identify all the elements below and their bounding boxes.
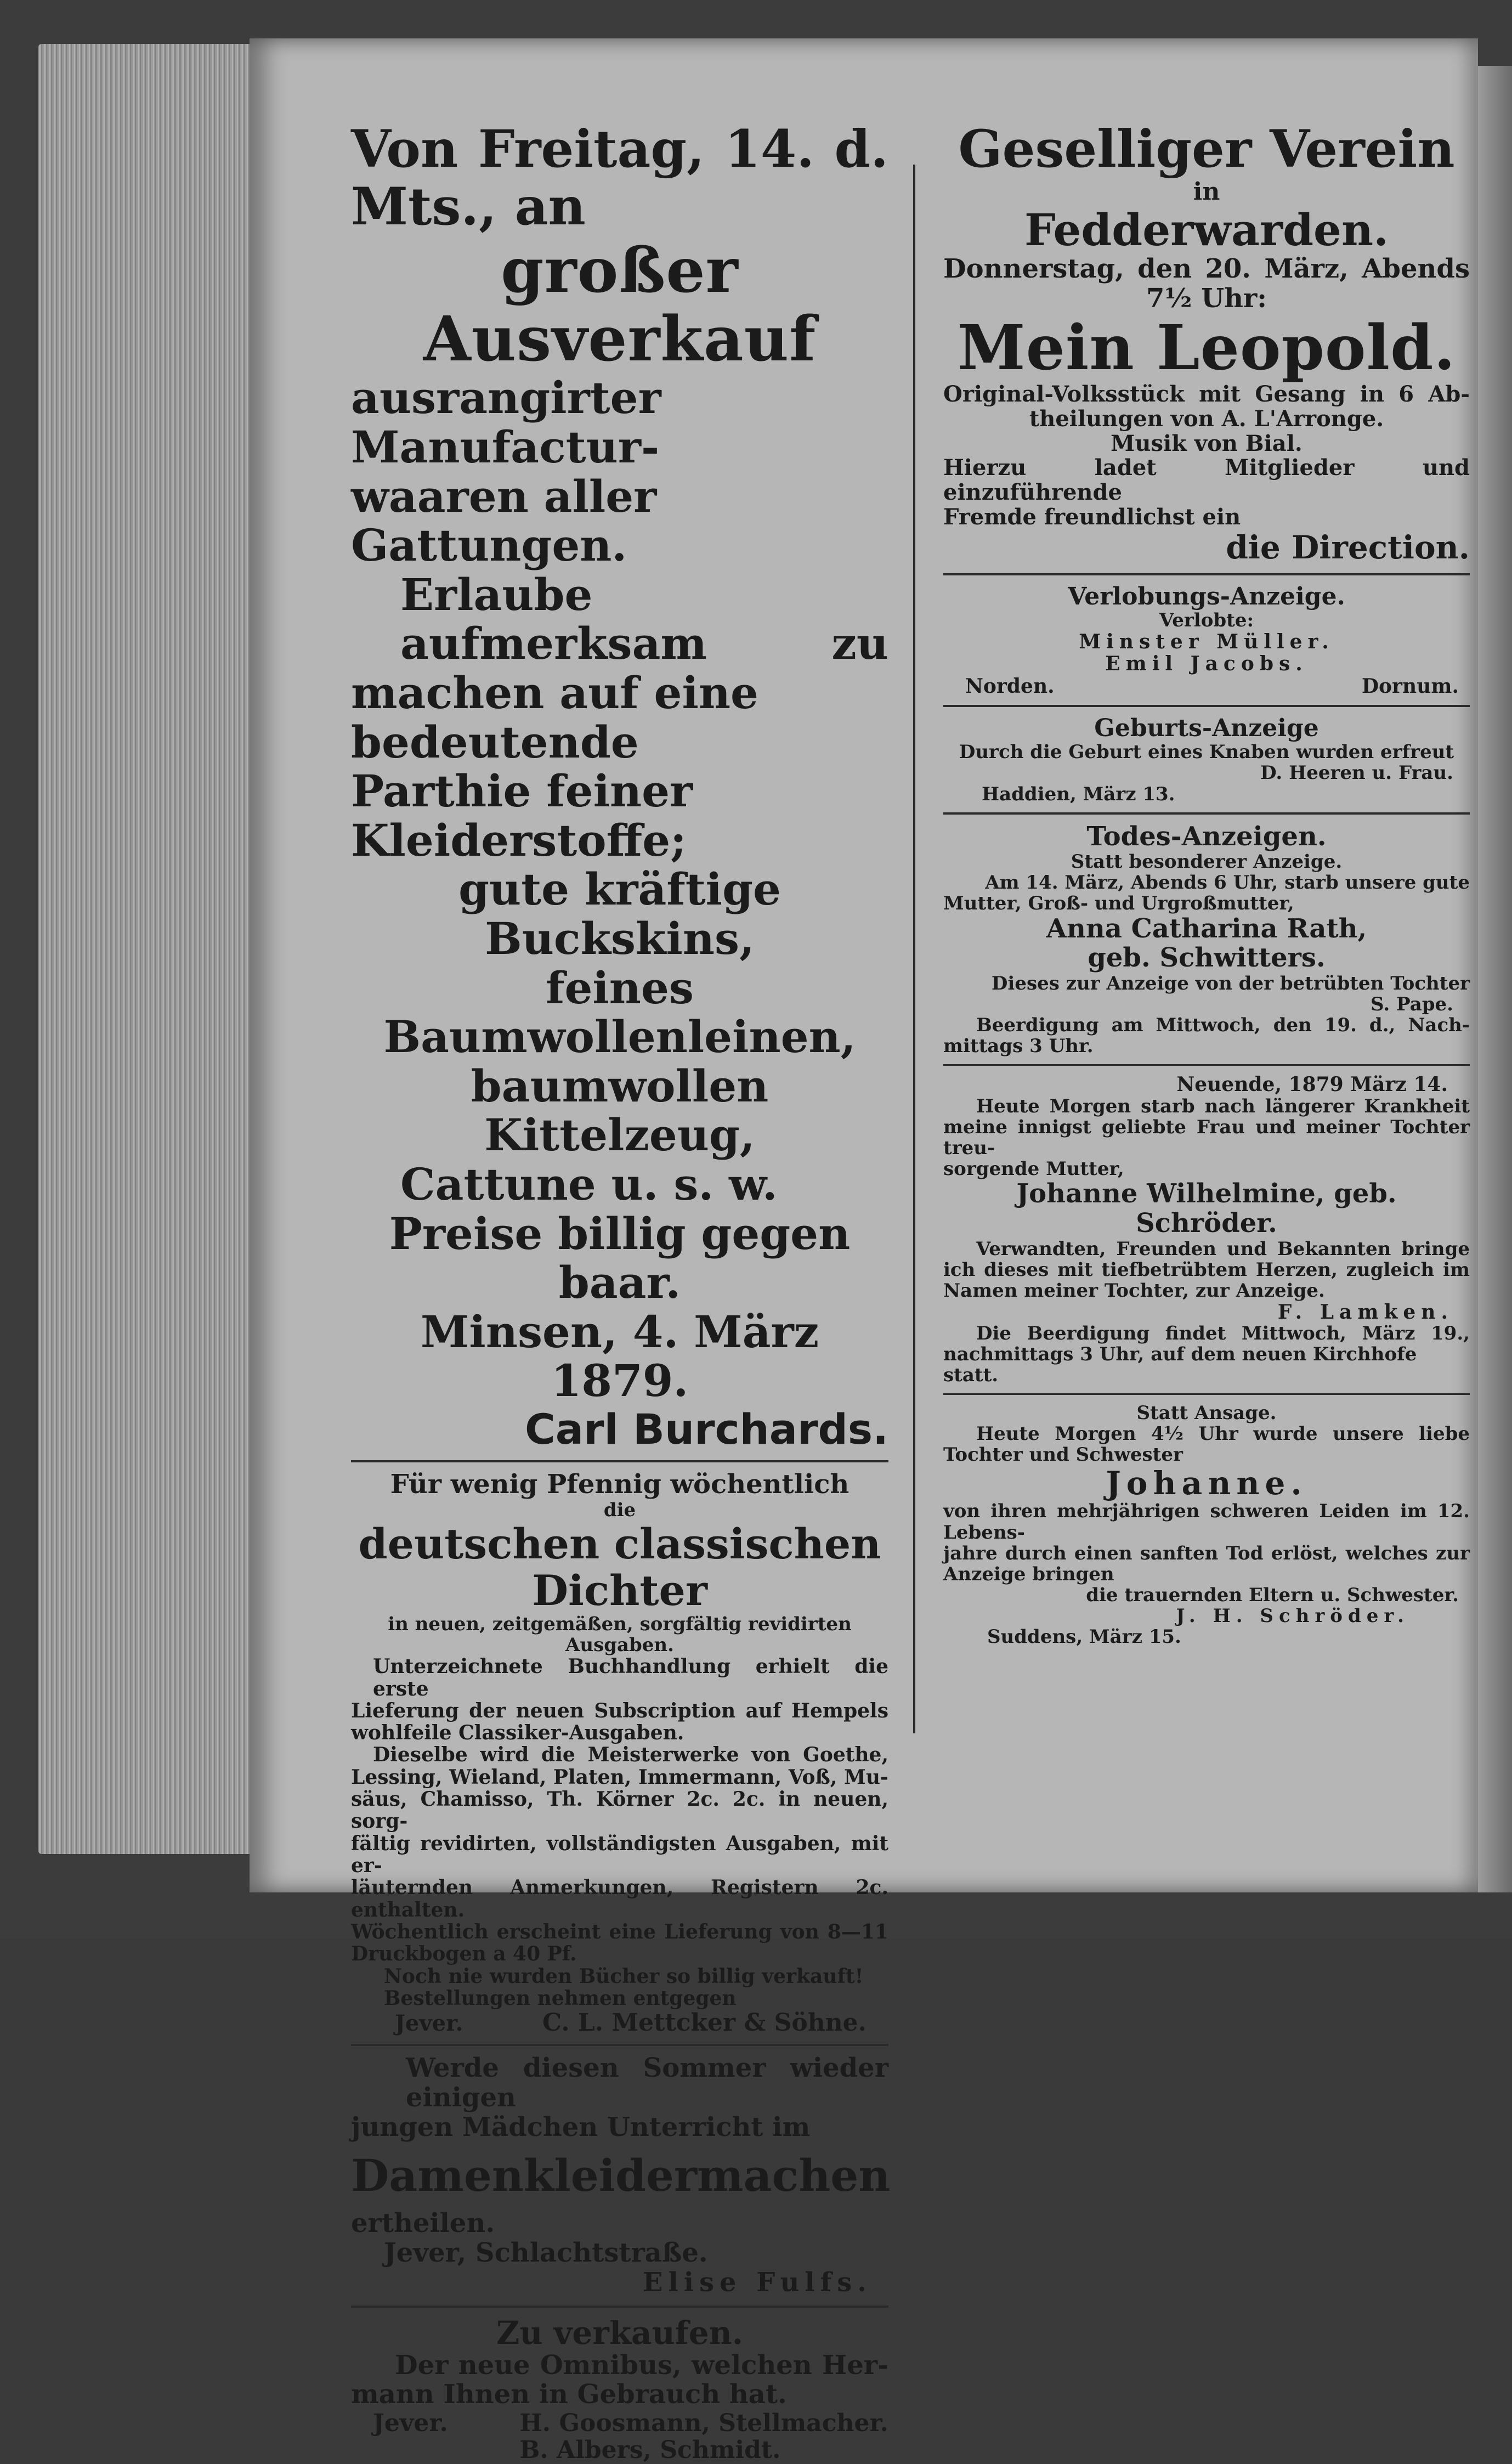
ad-line: Dieselbe wird die Meisterwerke von Goethe,: [373, 1743, 888, 1767]
ad-line: Namen meiner Tochter, zur Anzeige.: [943, 1279, 1325, 1302]
ad-line: Erlaube aufmerksam zu: [400, 568, 888, 670]
ad-signature: Elise Fulfs.: [642, 2267, 872, 2298]
ad-line: Unterzeichnete Buchhandlung erhielt die erste: [373, 1655, 888, 1700]
ad-line: ertheilen.: [351, 2208, 495, 2239]
ad-line: gute kräftige Buckskins,: [458, 863, 781, 964]
ad-line: Druckbogen a 40 Pf.: [351, 1942, 577, 1966]
ad-line: mittags 3 Uhr.: [943, 1035, 1094, 1058]
ad-line: Hierzu ladet Mitglieder und einzuführende: [943, 455, 1470, 506]
ad-line: in: [1193, 178, 1220, 206]
rule: [943, 705, 1470, 707]
ad-line: Original-Volksstück mit Gesang in 6 Ab-: [943, 381, 1470, 408]
right-column: [943, 121, 1470, 1647]
ad-line: Statt besonderer Anzeige.: [1071, 851, 1343, 873]
ad-line: von ihren mehrjährigen schweren Leiden im 12. Lebens-: [943, 1500, 1470, 1544]
ad-headline: Zu verkaufen.: [496, 2314, 743, 2352]
ad-name: Emil Jacobs.: [1105, 652, 1308, 676]
ad-line: Donnerstag, den 20. März, Abends: [943, 253, 1470, 285]
rule: [351, 2305, 888, 2308]
ad-line: Verwandten, Freunden und Bekannten bringe: [976, 1237, 1470, 1260]
ad-ausverkauf: [351, 121, 888, 1453]
ad-name: Anna Catharina Rath,: [1046, 913, 1367, 944]
ad-line: Werde diesen Sommer wieder einigen: [406, 2053, 888, 2113]
ad-place: Norden.: [965, 674, 1055, 698]
ad-name: geb. Schwitters.: [1088, 942, 1326, 974]
ad-line: in neuen, zeitgemäßen, sorgfältig revidirten Ausgaben.: [388, 1613, 852, 1657]
ad-verlobung: [943, 583, 1470, 697]
ad-signature: die Direction.: [1226, 528, 1470, 566]
ad-line: Lessing, Wieland, Platen, Immermann, Voß, Mu-: [351, 1765, 888, 1789]
ad-line: Wöchentlich erscheint eine Lieferung von 8—11: [351, 1920, 888, 1943]
rule: [943, 1393, 1470, 1395]
ad-line: Tochter und Schwester: [943, 1444, 1183, 1466]
ad-line: mann Ihnen in Gebrauch hat.: [351, 2379, 787, 2410]
ad-line: jungen Mädchen Unterricht im: [351, 2111, 811, 2143]
ad-name: Johanne.: [1106, 1464, 1307, 1502]
ad-line: die: [603, 1499, 636, 1521]
ad-signature: Carl Burchards.: [525, 1404, 888, 1454]
ad-line: Von Freitag, 14. d.: [351, 119, 888, 179]
ad-line: D. Heeren u. Frau.: [1260, 762, 1453, 784]
rule: [943, 573, 1470, 575]
ad-title: Mein Leopold.: [957, 312, 1456, 384]
rule: [351, 2044, 888, 2046]
ad-line: 7½ Uhr:: [1146, 282, 1267, 314]
ad-line: Dieses zur Anzeige von der betrübten Tochter: [991, 973, 1470, 995]
ad-line: theilungen von A. L'Arronge.: [1029, 405, 1384, 432]
ad-line: Am 14. März, Abends 6 Uhr, starb unsere gute: [985, 872, 1470, 894]
ad-place: Jever.: [373, 2409, 448, 2437]
ad-line: ausrangirter Manufactur-: [351, 372, 661, 473]
ad-dateline: Neuende, 1879 März 14.: [1176, 1073, 1448, 1097]
page-edges: [38, 44, 252, 1854]
ad-zu-verkaufen: [351, 2315, 888, 2464]
facing-page-edge: [1478, 66, 1512, 1892]
ad-line: Heute Morgen 4½ Uhr wurde unsere liebe: [976, 1423, 1470, 1445]
ad-line: Anzeige bringen: [943, 1563, 1114, 1585]
ad-line: Statt Ansage.: [1136, 1402, 1277, 1425]
ad-todes-3: [943, 1403, 1470, 1647]
ad-name: Minster Müller.: [1079, 630, 1334, 654]
ad-line: S. Pape.: [1371, 993, 1453, 1016]
ad-signature: F. Lamken.: [1277, 1300, 1453, 1324]
ad-headline: großer Ausverkauf: [423, 234, 817, 375]
ad-line: ich dieses mit tiefbetrübtem Herzen, zugleich im: [943, 1258, 1470, 1281]
ad-line: Verlobte:: [1159, 609, 1254, 632]
ad-headline: Todes-Anzeigen.: [1086, 821, 1327, 852]
ad-line: Parthie feiner Kleiderstoffe;: [351, 765, 693, 866]
ad-headline: Geburts-Anzeige: [1094, 714, 1319, 743]
ad-line: fältig revidirten, vollständigsten Ausgaben, mit er-: [351, 1832, 888, 1877]
ad-line: Heute Morgen starb nach längerer Krankheit: [976, 1095, 1470, 1117]
ad-line: säus, Chamisso, Th. Körner 2c. 2c. in neuen, sorg-: [351, 1788, 888, 1833]
ad-headline: deutschen classischen Dichter: [358, 1519, 881, 1615]
ad-place: Fedderwarden.: [1024, 204, 1389, 256]
ad-place: Jever.: [395, 2010, 463, 2037]
ad-signature: C. L. Mettcker & Söhne.: [542, 2009, 867, 2037]
ad-line: Der neue Omnibus, welchen Her-: [395, 2349, 888, 2381]
ad-todes-2: [943, 1073, 1470, 1386]
ad-line: Lieferung der neuen Subscription auf Hempels: [351, 1699, 888, 1722]
ad-line: Jever, Schlachtstraße.: [384, 2237, 708, 2269]
ad-line: Beerdigung am Mittwoch, den 19. d., Nach-: [976, 1014, 1470, 1037]
ad-todes: [943, 822, 1470, 1057]
ad-line: Haddien, März 13.: [982, 783, 1175, 805]
ad-name: Johanne Wilhelmine, geb. Schröder.: [1016, 1178, 1397, 1239]
ad-line: Noch nie wurden Bücher so billig verkauft!: [384, 1964, 864, 1988]
ad-line: Für wenig Pfennig wöchentlich: [390, 1468, 850, 1500]
ad-line: feines Baumwollenleinen,: [383, 962, 856, 1063]
rule: [943, 812, 1470, 815]
ad-line: Musik von Bial.: [1111, 430, 1303, 456]
ad-line: jahre durch einen sanften Tod erlöst, welches zur: [943, 1542, 1470, 1564]
ad-line: Mts., an: [351, 177, 586, 238]
ad-line: Die Beerdigung findet Mittwoch, März 19.,: [976, 1323, 1470, 1345]
ad-signature: J. H. Schröder.: [1176, 1604, 1409, 1627]
ad-line: nachmittags 3 Uhr, auf dem neuen Kirchhofe statt.: [943, 1343, 1417, 1387]
ad-verein: [943, 121, 1470, 566]
ad-line: Bestellungen nehmen entgegen: [384, 1986, 737, 2010]
ad-line: baumwollen Kittelzeug,: [471, 1060, 769, 1161]
rule: [351, 1460, 888, 1462]
ad-headline: Geselliger Verein: [958, 119, 1455, 179]
ad-signature: H. Goosmann, Stellmacher.: [519, 2409, 888, 2437]
ad-line: waaren aller Gattungen.: [351, 470, 657, 572]
ad-line: Cattune u. s. w.: [400, 1158, 778, 1210]
left-column: [351, 119, 891, 2464]
ad-place: Suddens, März 15.: [987, 1625, 1181, 1648]
ad-line: Minsen, 4. März 1879.: [420, 1306, 819, 1407]
ad-geburt: [943, 715, 1470, 805]
ad-line: Mutter, Groß- und Urgroßmutter,: [943, 892, 1294, 915]
ad-line: sorgende Mutter,: [943, 1157, 1124, 1180]
ad-line: Preise billig gegen baar.: [389, 1207, 851, 1309]
ad-line: die trauernden Eltern u. Schwester.: [1086, 1584, 1459, 1606]
ad-line: läuternden Anmerkungen, Registern 2c. enthalten.: [351, 1876, 888, 1922]
ad-place: Dornum.: [1361, 674, 1459, 698]
ad-line: Durch die Geburt eines Knaben wurden erfreut: [959, 741, 1454, 764]
ad-headline: Verlobungs-Anzeige.: [1068, 582, 1345, 611]
ad-line: meine innigst geliebte Frau und meiner Tochter treu-: [943, 1116, 1470, 1159]
ad-line: machen auf eine bedeutende: [351, 666, 758, 768]
rule: [943, 1064, 1470, 1066]
ad-line: wohlfeile Classiker-Ausgaben.: [351, 1721, 684, 1745]
ad-line: Fremde freundlichst ein: [943, 504, 1241, 530]
column-divider: [913, 165, 915, 1733]
ad-signature: B. Albers, Schmidt.: [519, 2436, 781, 2464]
ad-headline: Damenkleidermachen: [351, 2149, 891, 2201]
ad-classiker: [351, 1470, 888, 2036]
ad-damenkleider: [351, 2053, 891, 2298]
